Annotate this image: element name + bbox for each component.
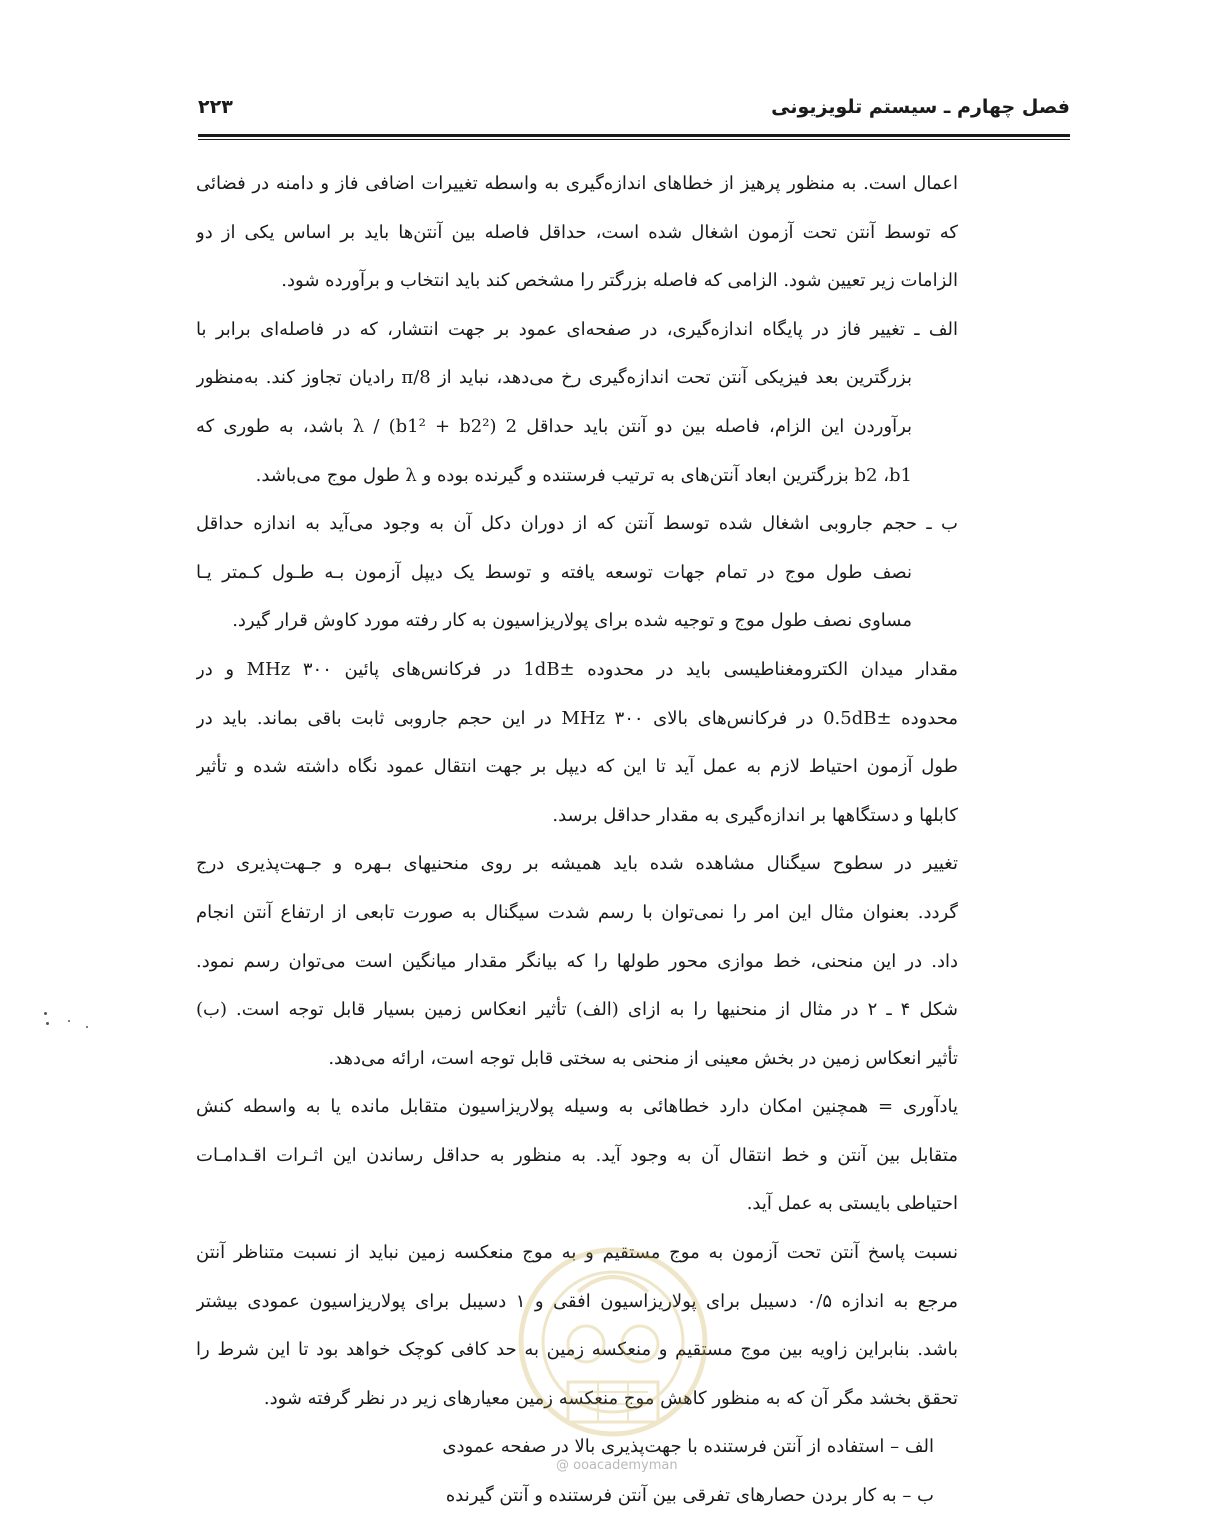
text-line: طول آزمون احتیاط لازم به عمل آید تا این که دیپل بر جهت انتقال عمود نگاه داشته شده و تأثیر (196, 756, 958, 778)
text-line: مساوی نصف طول موج و توجیه شده برای پولاریزاسیون به کار رفته مورد کاوش قرار گیرد. (232, 610, 912, 632)
scan-speck (86, 1026, 88, 1028)
text-line: باشد. بنابراین زاویه بین موج مستقیم و منعکسه زمین به حد کافی کوچک خواهد بود تا این شرط را (196, 1339, 958, 1361)
text-line: داد. در این منحنی، خط موازی محور طولها را که بیانگر مقدار میانگین است می‌توان رسم نمود. (196, 950, 958, 972)
text-line: شکل ۴ ـ ۲ در مثال از منحنیها را به ازای (الف) تأثیر انعکاس زمین بسیار قابل توجه است. (ب) (196, 999, 958, 1021)
scan-speck (44, 1012, 47, 1015)
text-line: ب – به کار بردن حصارهای تفرقی بین آنتن فرستنده و آنتن گیرنده (445, 1485, 934, 1507)
text-line: الزامات زیر تعیین شود. الزامی که فاصله بزرگتر را مشخص کند باید انتخاب و برآورده شود. (281, 270, 958, 292)
text-line: تغییر در سطوح سیگنال مشاهده شده باید همیشه بر روی منحنیهای بـهره و جـهت‌پذیری درج (196, 853, 958, 875)
header-rule-thin (198, 139, 1070, 140)
formula-line: برآوردن این الزام، فاصله بین دو آنتن باید حداقل 2 (b1² + b2²) / λ باشد، به طوری که (196, 415, 913, 437)
text-line: که توسط آنتن تحت آزمون اشغال شده است، حداقل فاصله بین آنتن‌ها باید بر اساس یکی از دو (196, 221, 958, 243)
text-line: الف ـ تغییر فاز در پایگاه اندازه‌گیری، در صفحه‌ای عمود بر جهت انتشار، که در فاصله‌ای برابر با (196, 318, 958, 340)
scan-speck (46, 1022, 49, 1025)
text-line: محدوده ±0.5dB در فرکانس‌های بالای ۳۰۰ MHz در این حجم جاروبی ثابت باقی بماند. باید در (196, 707, 958, 729)
text-line: بزرگترین بعد فیزیکی آنتن تحت اندازه‌گیری رخ می‌دهد، نباید از π/8 رادیان تجاوز کند. به‌منظور (196, 367, 912, 389)
chapter-title: فصل چهارم ـ سیستم تلویزیونی (771, 96, 1070, 118)
text-line: تحقق بخشد مگر آن که به منظور کاهش موج منعکسه زمین معیارهای زیر در نظر گرفته شود. (263, 1387, 958, 1409)
text-line: ب ـ حجم جاروبی اشغال شده توسط آنتن که از دوران دکل آن به وجود می‌آید به اندازه حداقل (196, 513, 958, 535)
text-line: کابلها و دستگاهها بر اندازه‌گیری به مقدار حداقل برسد. (552, 804, 958, 826)
text-line: الف – استفاده از آنتن فرستنده با جهت‌پذیری بالا در صفحه عمودی (442, 1436, 934, 1458)
text-line: متقابل بین آنتن و خط انتقال آن به وجود آید. به منظور به حداقل رساندن این اثـرات اقـدامـات (196, 1144, 958, 1166)
text-line: مرجع به اندازه ۰/۵ دسیبل برای پولاریزاسیون افقی و ۱ دسیبل برای پولاریزاسیون عمودی بیشتر (196, 1290, 958, 1312)
text-line: نسبت پاسخ آنتن تحت آزمون به موج مستقیم و به موج منعکسه زمین نباید از نسبت متناظر آنتن (196, 1242, 958, 1264)
text-line: احتیاطی بایستی به عمل آید. (746, 1193, 958, 1215)
text-line: مقدار میدان الکترومغناطیسی باید در محدوده ±1dB در فرکانس‌های پائین ۳۰۰ MHz و در (196, 658, 958, 680)
scan-speck (68, 1020, 70, 1022)
text-line: یادآوری = همچنین امکان دارد خطاهائی به وسیله پولاریزاسیون متقابل مانده یا به واسطه کنش (196, 1096, 958, 1118)
watermark-seal-icon (508, 1232, 718, 1472)
text-line: نصف طول موج در تمام جهات توسعه یافته و توسط یک دیپل آزمون بـه طـول کـمتر یـا (196, 561, 912, 583)
text-line: اعمال است. به منظور پرهیز از خطاهای اندازه‌گیری به واسطه تغییرات اضافی فاز و دامنه در فضائی (196, 173, 958, 194)
watermark-text: @ ooacademyman (556, 1458, 678, 1473)
text-line: تأثیر انعکاس زمین در بخش معینی از منحنی به سختی قابل توجه است، ارائه می‌دهد. (328, 1047, 958, 1069)
page-header (198, 92, 1070, 132)
page-number: ۲۲۳ (198, 96, 233, 118)
header-rule-thick (198, 134, 1070, 137)
text-line: گردد. بعنوان مثال این امر را نمی‌توان با رسم شدت سیگنال به صورت تابعی از ارتفاع آنتن انجام (196, 901, 958, 923)
text-line: b2 ،b1 بزرگترین ابعاد آنتن‌های به ترتیب فرستنده و گیرنده بوده و λ طول موج می‌باشد. (255, 464, 912, 486)
